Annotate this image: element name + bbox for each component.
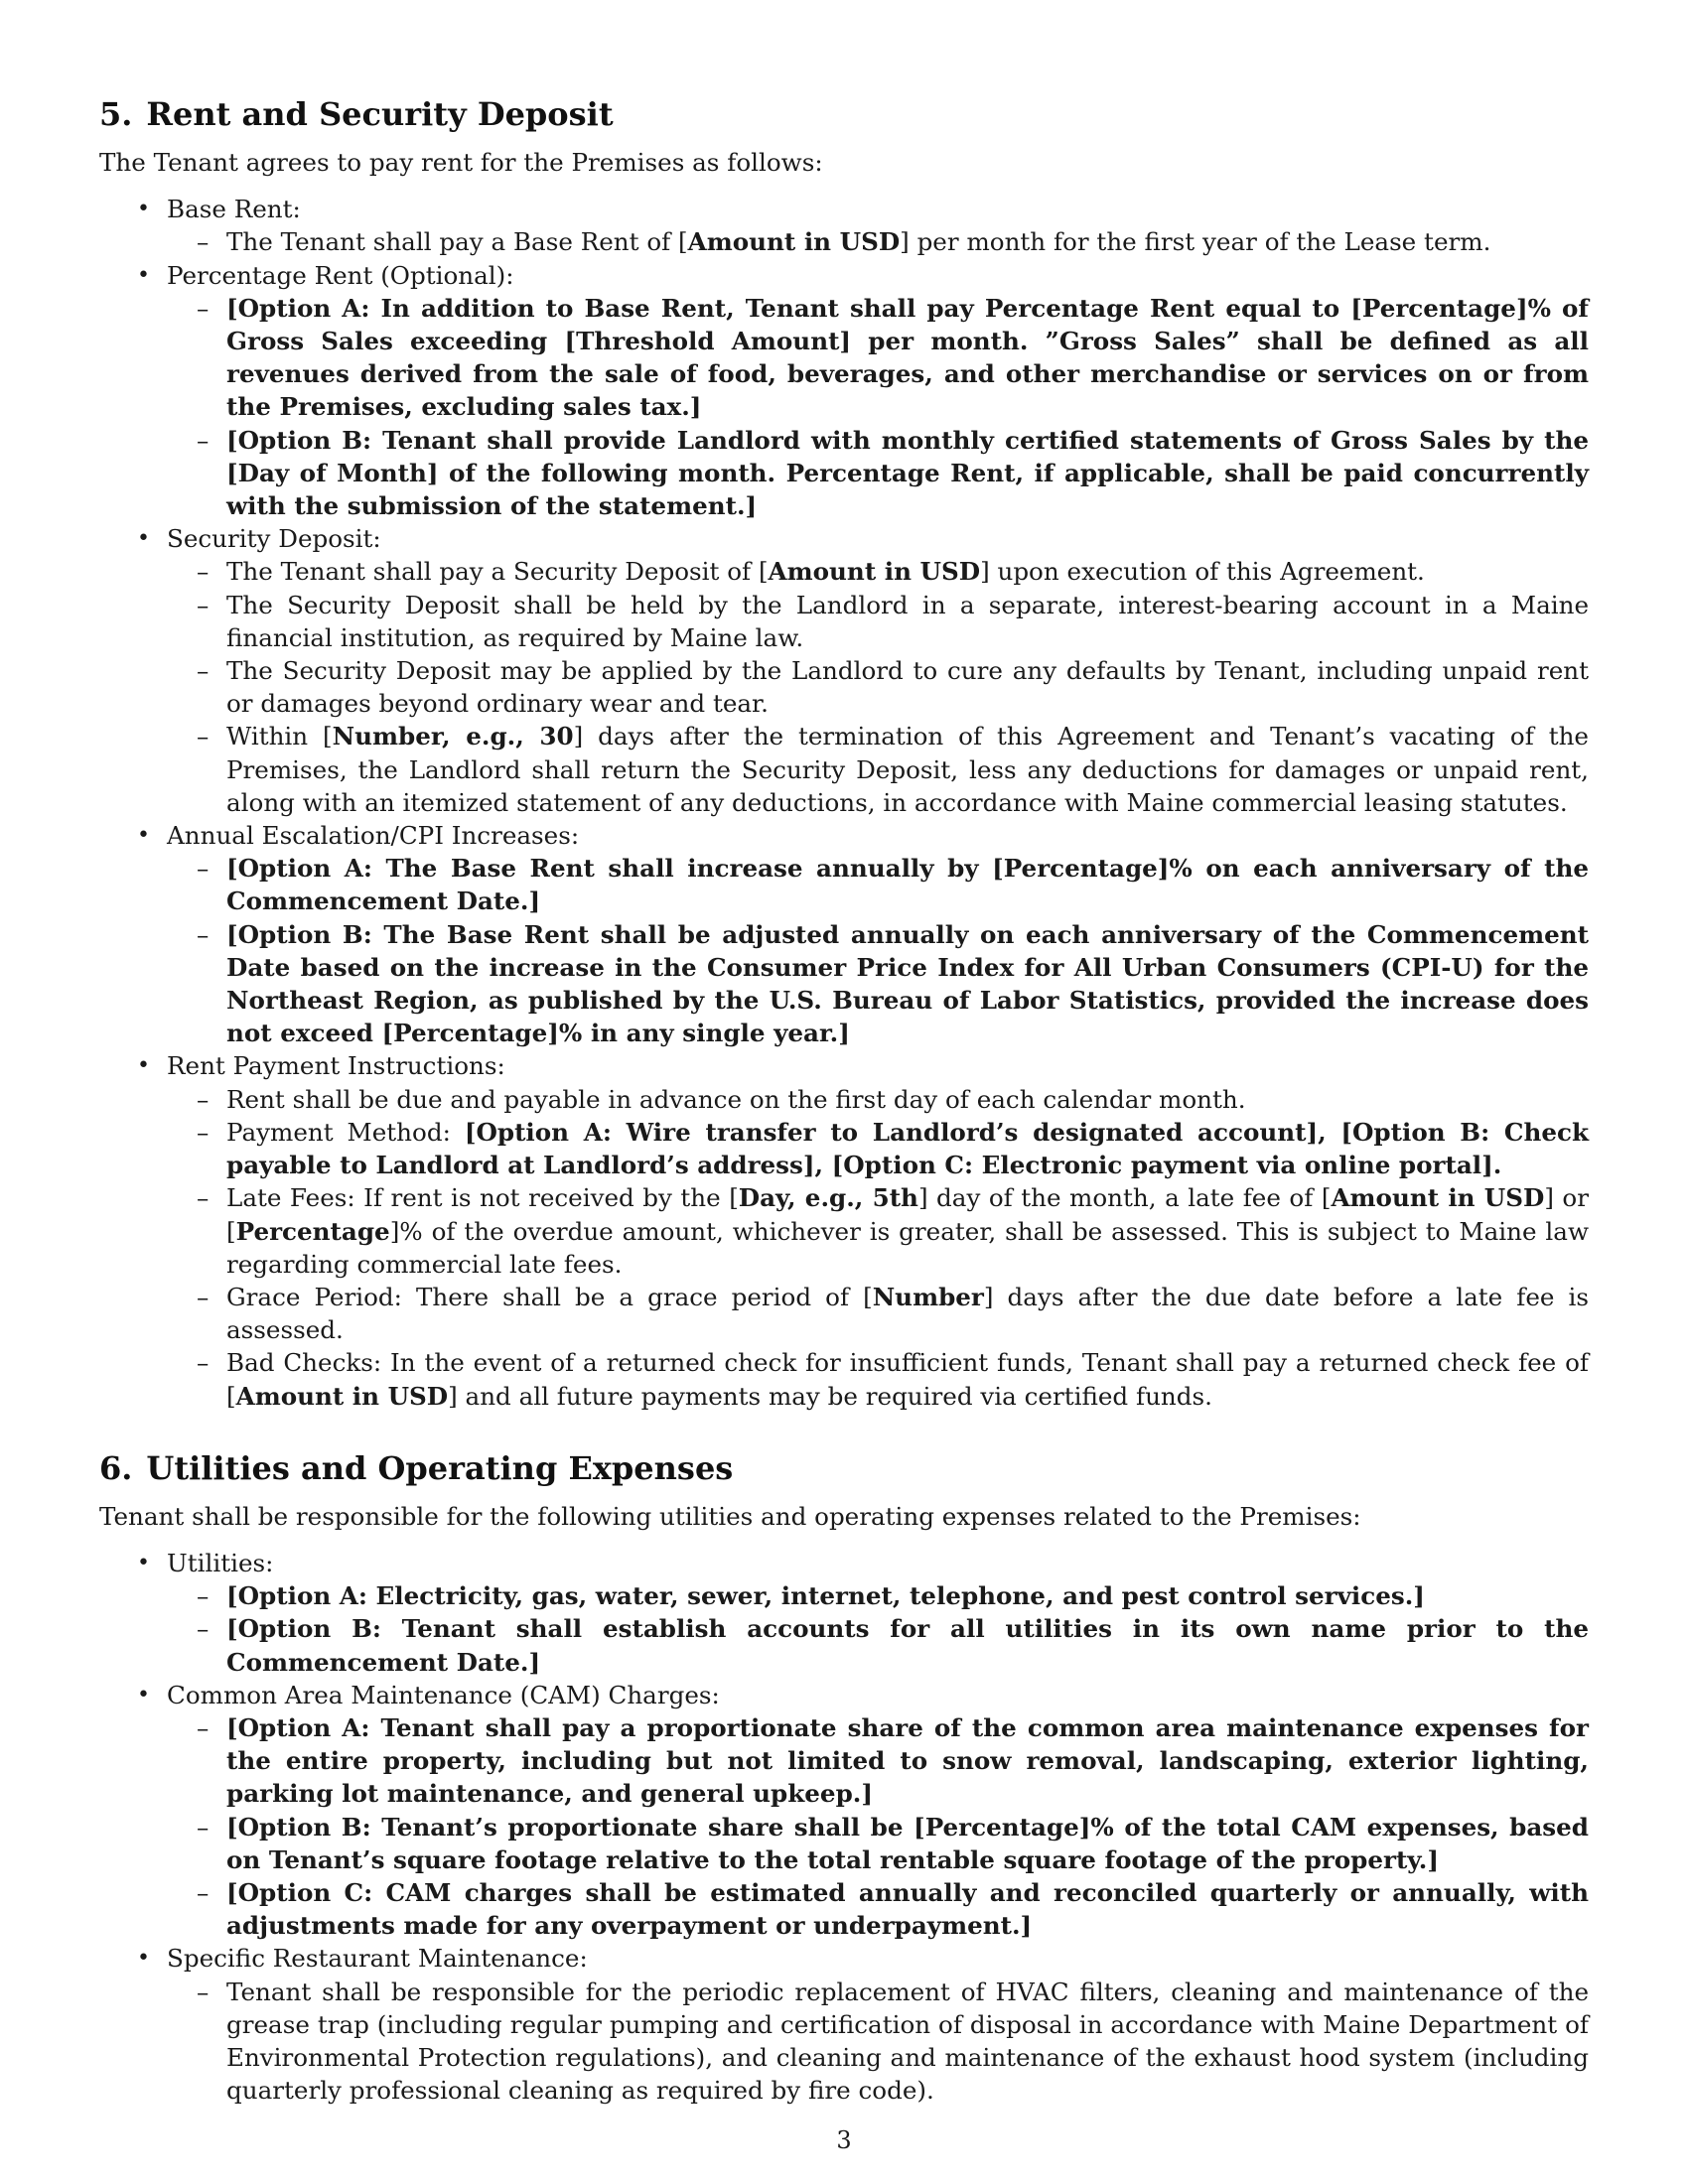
- list-item-percentage-rent: [99, 259, 1589, 523]
- list-item-base-rent: [99, 193, 1589, 258]
- section-6-title: Utilities and Operating Expenses: [146, 1448, 734, 1487]
- sub-item: – [Option C: CAM charges shall be estimated annually and reconciled quarterly or annually, with adjustments made for any overpayment or underpayment.]: [165, 1876, 1589, 1942]
- list-item-annual-escalation: [99, 819, 1589, 1049]
- item-label: Common Area Maintenance (CAM) Charges:: [167, 1680, 720, 1709]
- list-item-security-deposit: [99, 522, 1589, 819]
- item-label: Rent Payment Instructions:: [167, 1051, 505, 1081]
- section-6-list: [99, 1547, 1589, 2107]
- sub-item: – [Option B: Tenant shall provide Landlord with monthly certified statements of Gross Sales by the [Day of Month] of the following month. Percentage Rent, if applicable, shall be paid concurrently with the submission of the statement.]: [165, 424, 1589, 523]
- section-5-intro: The Tenant agrees to pay rent for the Premises as follows:: [99, 148, 823, 177]
- item-label: Annual Escalation/CPI Increases:: [167, 821, 580, 851]
- section-5-number: 5.: [99, 95, 133, 133]
- section-6-number: 6.: [99, 1448, 133, 1487]
- sub-list: [167, 1711, 1589, 1942]
- sub-list: [167, 1579, 1589, 1679]
- sub-item: – Rent shall be due and payable in advance on the first day of each calendar month.: [165, 1083, 1589, 1116]
- section-6-intro: Tenant shall be responsible for the following utilities and operating expenses related to the Premises:: [99, 1501, 1361, 1531]
- sub-item: – [Option A: The Base Rent shall increase annually by [Percentage]% on each anniversary of the Commencement Date.]: [165, 852, 1589, 917]
- section-5-title: Rent and Security Deposit: [146, 95, 614, 133]
- sub-item: – Payment Method: [Option A: Wire transfer to Landlord’s designated account], [Option B: Check payable to Landlord at Landlord’s address], [Option C: Electronic payment via online portal].: [165, 1116, 1589, 1181]
- sub-list: [167, 1083, 1589, 1413]
- document-page: [99, 94, 1589, 2107]
- sub-list: [167, 555, 1589, 819]
- sub-item: – Within [Number, e.g., 30] days after the termination of this Agreement and Tenant’s vacating of the Premises, the Landlord shall return the Security Deposit, less any deductions for damages or unpaid rent, along with an itemized statement of any deductions, in accordance with Maine commercial leasing statutes.: [165, 720, 1589, 819]
- sub-item: – Grace Period: There shall be a grace period of [Number] days after the due date before a late fee is assessed.: [165, 1281, 1589, 1346]
- item-label: Utilities:: [167, 1548, 274, 1577]
- sub-list: [167, 292, 1589, 522]
- sub-item: – Tenant shall be responsible for the periodic replacement of HVAC filters, cleaning and maintenance of the grease trap (including regular pumping and certification of disposal in accordance with Maine Department of Environmental Protection regulations), and cleaning and maintenance of the exhaust hood system (including quarterly professional cleaning as required by fire code).: [165, 1976, 1589, 2108]
- sub-item: – [Option B: Tenant shall establish accounts for all utilities in its own name prior to the Commencement Date.]: [165, 1612, 1589, 1678]
- list-item-rent-payment: [99, 1049, 1589, 1412]
- sub-item: – [Option B: The Base Rent shall be adjusted annually on each anniversary of the Commencement Date based on the increase in the Consumer Price Index for All Urban Consumers (CPI-U) for the Northeast Region, as published by the U.S. Bureau of Labor Statistics, provided the increase does not exceed [Percentage]% in any single year.]: [165, 918, 1589, 1050]
- sub-item: – [Option A: Electricity, gas, water, sewer, internet, telephone, and pest control services.]: [165, 1579, 1589, 1612]
- sub-list: [167, 852, 1589, 1049]
- item-label: Percentage Rent (Optional):: [167, 260, 514, 290]
- sub-item: – The Tenant shall pay a Base Rent of [Amount in USD] per month for the first year of the Lease term.: [165, 225, 1589, 258]
- item-label: Security Deposit:: [167, 524, 381, 554]
- sub-item: – Late Fees: If rent is not received by the [Day, e.g., 5th] day of the month, a late fee of [Amount in USD] or [Percentage]% of the overdue amount, whichever is greater, shall be assessed. This is subject to Maine law regarding commercial late fees.: [165, 1181, 1589, 1281]
- sub-item: – The Security Deposit may be applied by the Landlord to cure any defaults by Tenant, including unpaid rent or damages beyond ordinary wear and tear.: [165, 654, 1589, 720]
- sub-item: – The Security Deposit shall be held by the Landlord in a separate, interest-bearing account in a Maine financial institution, as required by Maine law.: [165, 589, 1589, 654]
- list-item-cam-charges: [99, 1679, 1589, 1943]
- sub-item: – [Option B: Tenant’s proportionate share shall be [Percentage]% of the total CAM expenses, based on Tenant’s square footage relative to the total rentable square footage of the property.]: [165, 1811, 1589, 1876]
- page-number: 3: [836, 2126, 852, 2154]
- sub-item: – [Option A: In addition to Base Rent, Tenant shall pay Percentage Rent equal to [Percentage]% of Gross Sales exceeding [Threshold Amount] per month. ”Gross Sales” shall be defined as all revenues derived from the sale of food, beverages, and other merchandise or services on or from the Premises, excluding sales tax.]: [165, 292, 1589, 424]
- sub-item: – The Tenant shall pay a Security Deposit of [Amount in USD] upon execution of this Agreement.: [165, 555, 1589, 588]
- item-label: Base Rent:: [167, 195, 301, 224]
- item-label: Specific Restaurant Maintenance:: [167, 1944, 588, 1974]
- section-5-heading: [99, 94, 1589, 134]
- section-5-list: [99, 193, 1589, 1413]
- sub-item: – [Option A: Tenant shall pay a proportionate share of the common area maintenance expenses for the entire property, including but not limited to snow removal, landscaping, exterior lighting, parking lot maintenance, and general upkeep.]: [165, 1711, 1589, 1811]
- section-6-heading: [99, 1448, 1589, 1488]
- sub-list: [167, 1976, 1589, 2108]
- sub-item: – Bad Checks: In the event of a returned check for insufficient funds, Tenant shall pay a returned check fee of [Amount in USD] and all future payments may be required via certified funds.: [165, 1346, 1589, 1412]
- list-item-utilities: [99, 1547, 1589, 1679]
- sub-list: [167, 225, 1589, 258]
- list-item-restaurant-maintenance: [99, 1942, 1589, 2107]
